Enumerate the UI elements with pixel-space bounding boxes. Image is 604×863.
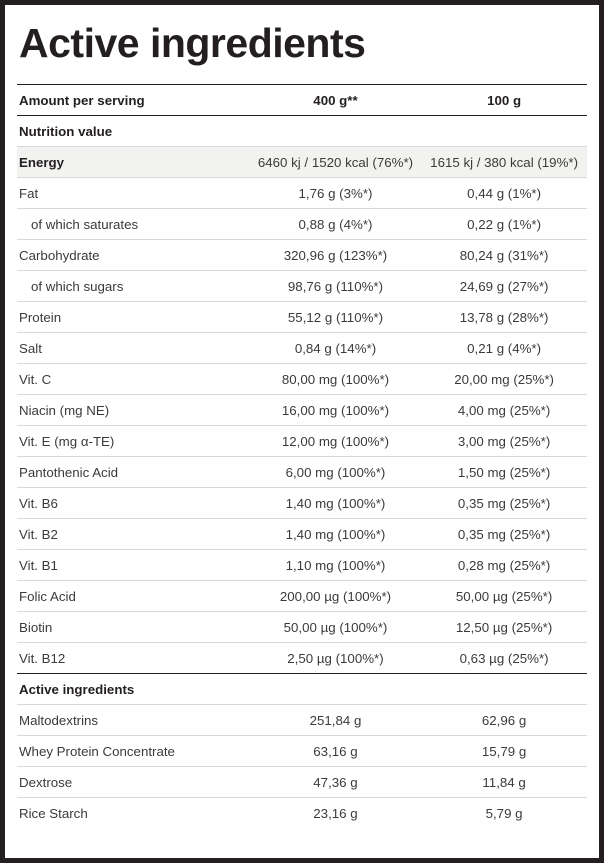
table-row [17,395,587,426]
nutrition-table [17,84,587,828]
row-value-400g [250,674,421,705]
page-title: Active ingredients [19,20,366,66]
table-section-row [17,674,587,705]
table-row [17,519,587,550]
table-row [17,457,587,488]
table-row [17,333,587,364]
row-label: Niacin (mg NE) [17,395,250,426]
table-row [17,767,587,798]
row-value-400g [250,116,421,147]
row-label: Vit. E (mg α-TE) [17,426,250,457]
row-label: Dextrose [17,767,250,798]
row-value-400g: 16,00 mg (100%*) [250,395,421,426]
row-value-400g: 1,76 g (3%*) [250,178,421,209]
row-value-100g: 12,50 µg (25%*) [421,612,587,643]
row-value-400g: 251,84 g [250,705,421,736]
row-label: of which saturates [17,209,250,240]
row-label: Vit. B1 [17,550,250,581]
table-row [17,550,587,581]
table-row [17,612,587,643]
row-value-100g: 0,21 g (4%*) [421,333,587,364]
table-section-row [17,116,587,147]
row-label: Vit. B2 [17,519,250,550]
row-value-100g: 0,44 g (1%*) [421,178,587,209]
row-value-100g: 13,78 g (28%*) [421,302,587,333]
table-row [17,798,587,829]
table-header-row [17,85,587,116]
row-value-400g: 55,12 g (110%*) [250,302,421,333]
row-value-400g: 6,00 mg (100%*) [250,457,421,488]
row-value-100g: 80,24 g (31%*) [421,240,587,271]
row-label: Pantothenic Acid [17,457,250,488]
header-label: Amount per serving [17,85,250,116]
row-label: Energy [17,147,250,178]
row-value-400g: 1,40 mg (100%*) [250,519,421,550]
row-value-100g: 5,79 g [421,798,587,829]
row-value-400g: 47,36 g [250,767,421,798]
table-row [17,488,587,519]
table-row [17,736,587,767]
row-label: Rice Starch [17,798,250,829]
row-label: Protein [17,302,250,333]
row-value-100g: 20,00 mg (25%*) [421,364,587,395]
row-value-400g: 50,00 µg (100%*) [250,612,421,643]
table-row [17,178,587,209]
row-value-100g: 0,63 µg (25%*) [421,643,587,674]
row-value-100g [421,674,587,705]
row-label: Nutrition value [17,116,250,147]
row-label: Whey Protein Concentrate [17,736,250,767]
row-value-400g: 80,00 mg (100%*) [250,364,421,395]
row-value-100g: 24,69 g (27%*) [421,271,587,302]
row-label: Active ingredients [17,674,250,705]
row-label: Folic Acid [17,581,250,612]
table-row [17,240,587,271]
row-value-400g: 0,84 g (14%*) [250,333,421,364]
row-value-400g: 63,16 g [250,736,421,767]
row-value-100g: 0,28 mg (25%*) [421,550,587,581]
row-value-100g: 3,00 mg (25%*) [421,426,587,457]
row-value-100g: 0,22 g (1%*) [421,209,587,240]
header-serving-400g: 400 g** [250,85,421,116]
row-value-100g: 1,50 mg (25%*) [421,457,587,488]
row-label: Carbohydrate [17,240,250,271]
row-value-400g: 2,50 µg (100%*) [250,643,421,674]
row-value-100g: 0,35 mg (25%*) [421,519,587,550]
table-row [17,147,587,178]
row-value-400g: 1,10 mg (100%*) [250,550,421,581]
row-label: Maltodextrins [17,705,250,736]
row-label: Vit. C [17,364,250,395]
row-value-400g: 200,00 µg (100%*) [250,581,421,612]
table-row [17,302,587,333]
row-label: Biotin [17,612,250,643]
row-label: Vit. B6 [17,488,250,519]
table-row [17,426,587,457]
header-serving-100g: 100 g [421,85,587,116]
row-value-400g: 12,00 mg (100%*) [250,426,421,457]
table-row [17,364,587,395]
row-value-400g: 0,88 g (4%*) [250,209,421,240]
row-value-400g: 6460 kj / 1520 kcal (76%*) [250,147,421,178]
row-value-400g: 320,96 g (123%*) [250,240,421,271]
row-value-400g: 23,16 g [250,798,421,829]
table-row [17,581,587,612]
row-value-100g [421,116,587,147]
row-value-100g: 1615 kj / 380 kcal (19%*) [421,147,587,178]
row-value-100g: 4,00 mg (25%*) [421,395,587,426]
row-value-100g: 50,00 µg (25%*) [421,581,587,612]
table-row [17,643,587,674]
row-value-400g: 1,40 mg (100%*) [250,488,421,519]
row-label: Vit. B12 [17,643,250,674]
table-row [17,209,587,240]
table-row [17,705,587,736]
row-value-100g: 62,96 g [421,705,587,736]
row-value-100g: 0,35 mg (25%*) [421,488,587,519]
row-value-400g: 98,76 g (110%*) [250,271,421,302]
row-label: of which sugars [17,271,250,302]
row-value-100g: 11,84 g [421,767,587,798]
row-value-100g: 15,79 g [421,736,587,767]
row-label: Salt [17,333,250,364]
table-row [17,271,587,302]
row-label: Fat [17,178,250,209]
